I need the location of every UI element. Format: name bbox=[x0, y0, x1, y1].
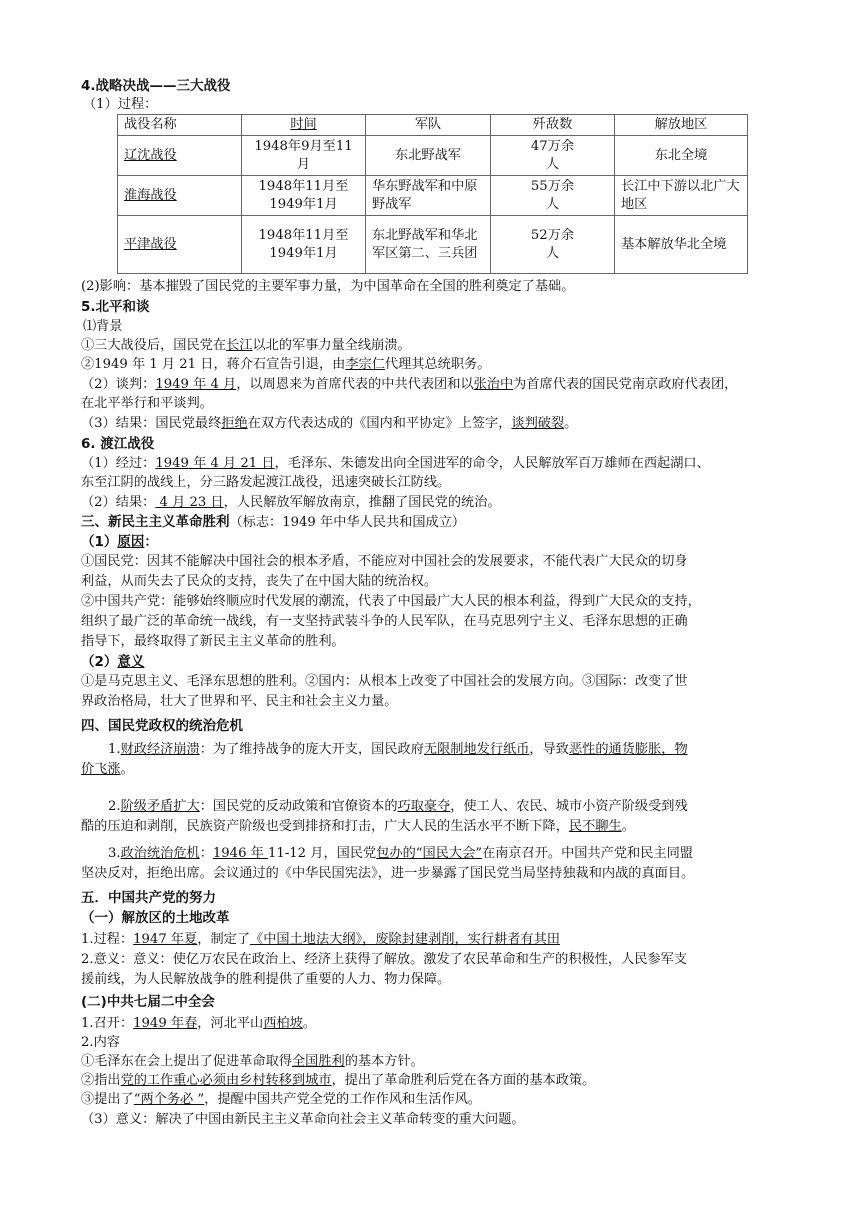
header-cell: 解放地区 bbox=[615, 115, 748, 136]
battle-time: 1948年9月至11月 bbox=[242, 136, 366, 176]
header-cell: 时间 bbox=[242, 115, 366, 136]
process-label: （1）过程： bbox=[83, 97, 158, 112]
part-5-title: 五．中国共产党的努力 bbox=[81, 890, 216, 906]
battle-name: 平津战役 bbox=[118, 216, 242, 274]
plenum-meaning: （3）意义：解决了中国由新民主主义革命向社会主义革命转变的重大问题。 bbox=[81, 1112, 525, 1127]
reason-heading: （1）原因： bbox=[81, 534, 158, 550]
battle-kills: 52万余人 bbox=[491, 216, 615, 274]
part-4-title: 四、国民党政权的统治危机 bbox=[81, 718, 243, 734]
battle-region: 东北全境 bbox=[615, 136, 748, 176]
battle-region: 基本解放华北全境 bbox=[615, 216, 748, 274]
battle-time: 1948年11月至1949年1月 bbox=[242, 176, 366, 216]
plenum-content-1: ①毛泽东在会上提出了促进革命取得全国胜利的基本方针。 bbox=[81, 1054, 424, 1069]
part-3-title: 三、新民主主义革命胜利（标志：1949 年中华人民共和国成立） bbox=[81, 514, 466, 530]
impact-text: (2)影响：基本摧毁了国民党的主要军事力量，为中国革命在全国的胜利奠定了基础。 bbox=[81, 279, 575, 294]
battle-army: 东北野战军 bbox=[366, 136, 491, 176]
section-5-title: 5.北平和谈 bbox=[81, 299, 150, 315]
battle-time: 1948年11月至1949年1月 bbox=[242, 216, 366, 274]
plenum-heading: (二)中共七届二中全会 bbox=[81, 994, 215, 1010]
process-line-1: （1）经过：1949 年 4 月 21 日，毛泽东、朱德发出向全国进军的命令，人民解放军百万雄师在西起湖口、 bbox=[81, 456, 710, 471]
section-6-title: 6. 渡江战役 bbox=[81, 436, 155, 452]
plenum-convene: 1.召开：1949 年春，河北平山西柏坡。 bbox=[81, 1016, 316, 1031]
table-row bbox=[118, 216, 748, 274]
header-cell: 军队 bbox=[366, 115, 491, 136]
result-line: （3）结果：国民党最终拒绝在双方代表达成的《国内和平协定》上签字，谈判破裂。 bbox=[81, 416, 578, 431]
land-reform-heading: （一）解放区的土地改革 bbox=[81, 910, 230, 926]
plenum-content-3: ③提出了“两个务必 ”，提醒中国共产党全党的工作作风和生活作风。 bbox=[81, 1092, 482, 1107]
header-cell: 战役名称 bbox=[118, 115, 242, 136]
ccp-reason-line-1: ②中国共产党：能够始终顺应时代发展的潮流，代表了中国最广大人民的根本利益，得到广大民众的支持， bbox=[81, 594, 701, 609]
process-line-2: 东至江阴的战线上，分三路发起渡江战役，迅速突破长江防线。 bbox=[81, 475, 451, 490]
table-row bbox=[118, 136, 748, 176]
land-reform-meaning-2: 援前线，为人民解放战争的胜利提供了重要的人力、物力保障。 bbox=[81, 972, 451, 987]
crisis-class-line-1: 2.阶级矛盾扩大：国民党的反动政策和官僚资本的巧取豪夺，使工人、农民、城市小资产阶级受到残 bbox=[108, 799, 688, 814]
negotiation-line-2: 在北平举行和平谈判。 bbox=[81, 396, 213, 411]
kmt-reason-line-1: ①国民党：因其不能解决中国社会的根本矛盾，不能应对中国社会的发展要求，不能代表广大民众的切身 bbox=[81, 554, 688, 569]
significance-line-1: ①是马克思主义、毛泽东思想的胜利。②国内：从根本上改变了中国社会的发展方向。③国际：改变了世 bbox=[81, 674, 688, 689]
kmt-reason-line-2: 利益，从而失去了民众的支持，丧失了在中国大陆的统治权。 bbox=[81, 574, 438, 589]
land-reform-meaning-1: 2.意义：意义：使亿万农民在政治上、经济上获得了解放。激发了农民革命和生产的积极性，人民参军支 bbox=[81, 952, 688, 967]
crisis-politics-line-2: 坚决反对，拒绝出席。会议通过的《中华民国宪法》，进一步暴露了国民党当局坚持独裁和内战的真面目。 bbox=[81, 866, 695, 881]
section-4-title: 4.战略决战——三大战役 bbox=[81, 78, 231, 94]
header-cell: 歼敌数 bbox=[491, 115, 615, 136]
battle-region: 长江中下游以北广大地区 bbox=[615, 176, 748, 216]
crisis-economy-line-2: 价飞涨。 bbox=[81, 762, 134, 777]
battle-army: 东北野战军和华北军区第二、三兵团 bbox=[366, 216, 491, 274]
significance-heading: （2）意义 bbox=[81, 654, 145, 670]
background-item-1: ①三大战役后，国民党在长江以北的军事力量全线崩溃。 bbox=[81, 338, 411, 353]
table-header-row bbox=[118, 115, 748, 136]
crossing-result: （2）结果： 4 月 23 日，人民解放军解放南京，推翻了国民党的统治。 bbox=[81, 495, 501, 510]
battle-name: 淮海战役 bbox=[118, 176, 242, 216]
battle-kills: 55万余人 bbox=[491, 176, 615, 216]
crisis-class-line-2: 酷的压迫和剥削，民族资产阶级也受到排挤和打击，广大人民的生活水平不断下降，民不聊生。 bbox=[81, 819, 635, 834]
background-label: ⑴背景 bbox=[83, 319, 123, 334]
ccp-reason-line-3: 指导下，最终取得了新民主主义革命的胜利。 bbox=[81, 634, 345, 649]
battles-table bbox=[117, 114, 748, 274]
table-row bbox=[118, 176, 748, 216]
battle-kills: 47万余人 bbox=[491, 136, 615, 176]
land-reform-process: 1.过程：1947 年夏，制定了《中国土地法大纲》，废除封建剥削，实行耕者有其田 bbox=[81, 932, 560, 947]
battle-name: 辽沈战役 bbox=[118, 136, 242, 176]
battle-army: 华东野战军和中原野战军 bbox=[366, 176, 491, 216]
crisis-economy-line-1: 1.财政经济崩溃：为了维持战争的庞大开支，国民政府无限制地发行纸币，导致恶性的通货膨胀，物 bbox=[108, 742, 688, 757]
plenum-content-label: 2.内容 bbox=[81, 1035, 120, 1050]
significance-line-2: 界政治格局，壮大了世界和平、民主和社会主义力量。 bbox=[81, 694, 398, 709]
ccp-reason-line-2: 组织了最广泛的革命统一战线，有一支坚持武装斗争的人民军队，在马克思列宁主义、毛泽东思想的正确 bbox=[81, 614, 688, 629]
negotiation-line-1: （2）谈判：1949 年 4 月，以周恩来为首席代表的中共代表团和以张治中为首席代表的国民党南京政府代表团， bbox=[81, 377, 738, 392]
background-item-2: ②1949 年 1 月 21 日，蒋介石宣告引退，由李宗仁代理其总统职务。 bbox=[81, 357, 491, 372]
plenum-content-2: ②指出党的工作重心必须由乡村转移到城市，提出了革命胜利后党在各方面的基本政策。 bbox=[81, 1073, 596, 1088]
crisis-politics-line-1: 3.政治统治危机：1946 年 11-12 月，国民党包办的“国民大会”在南京召开。中国共产党和民主同盟 bbox=[108, 846, 693, 861]
